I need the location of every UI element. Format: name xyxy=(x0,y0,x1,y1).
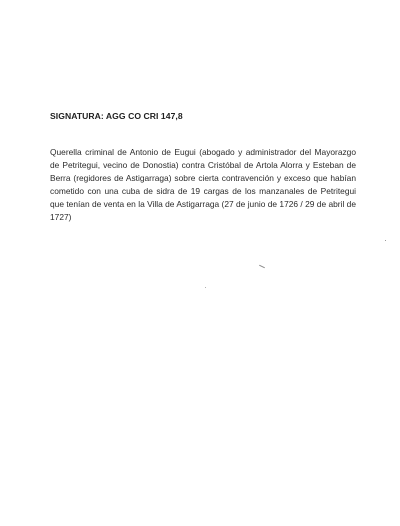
scan-speck xyxy=(205,287,206,288)
scan-speck xyxy=(385,240,386,241)
signatura-heading: SIGNATURA: AGG CO CRI 147,8 xyxy=(50,111,183,121)
scan-mark xyxy=(259,265,265,268)
document-description: Querella criminal de Antonio de Eugui (abogado y administrador del Mayorazgo de Petritegui, vecino de Donostia) contra Cristóbal de Artola Alorra y Esteban de Berra (regidores de Astigarraga) sobre cierta contravención y exceso que habían cometido con una cuba de sidra de 19 cargas de los manzanales de Petritegui que tenían de venta en la Villa de Astigarraga (27 de junio de 1726 / 29 de abril de 1727) xyxy=(50,147,356,222)
